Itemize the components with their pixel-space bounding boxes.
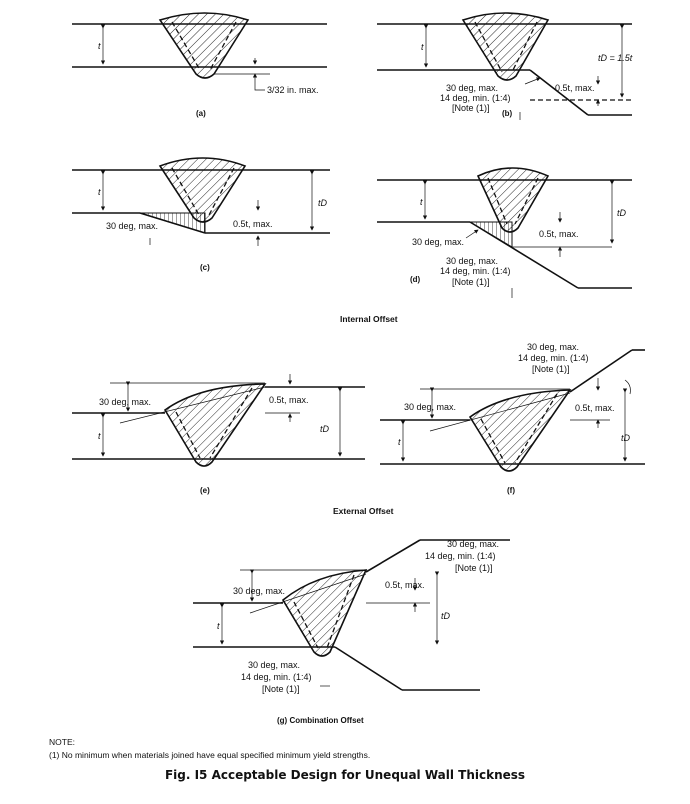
deg14-label-f: 14 deg, min. (1:4) (518, 353, 589, 363)
caption-e: (e) (200, 486, 210, 495)
caption-a: (a) (196, 109, 206, 118)
half-t-label-f: 0.5t, max. (575, 403, 615, 413)
gap-label-a: 3/32 in. max. (267, 85, 319, 95)
td-label-g: tD (441, 611, 450, 621)
t-label-b: t (421, 42, 424, 52)
half-t-label-b: 0.5t, max. (555, 83, 595, 93)
figure-title: Fig. I5 Acceptable Design for Unequal Wall Thickness (164, 768, 526, 782)
deg30-label-g-top: 30 deg, max. (447, 539, 500, 549)
section-internal: Internal Offset (340, 314, 398, 324)
note-text: (1) No minimum when materials joined have equal specified minimum yield strengths. (49, 750, 371, 760)
deg30-label-d: 30 deg, max. (412, 237, 465, 247)
note-ref-b: [Note (1)] (452, 103, 490, 113)
deg14-label-b: 14 deg, min. (1:4) (440, 93, 511, 103)
deg14-label-d: 14 deg, min. (1:4) (440, 266, 511, 276)
deg30-label-e: 30 deg, max. (99, 397, 152, 407)
half-t-label-d: 0.5t, max. (539, 229, 579, 239)
t-label-d: t (420, 197, 423, 207)
td-label-c: tD (318, 198, 327, 208)
deg14-label-g-bottom: 14 deg, min. (1:4) (241, 672, 312, 682)
t-label-e: t (98, 431, 101, 441)
note-ref-f: [Note (1)] (532, 364, 570, 374)
half-t-label-g: 0.5t, max. (385, 580, 425, 590)
caption-d: (d) (410, 275, 421, 284)
caption-b: (b) (502, 109, 513, 118)
caption-c: (c) (200, 263, 210, 272)
t-label-f: t (398, 437, 401, 447)
t-label-c: t (98, 187, 101, 197)
t-label-a: t (98, 41, 101, 51)
note-ref-g-bottom: [Note (1)] (262, 684, 300, 694)
note-heading: NOTE: (49, 737, 75, 747)
detail-b (377, 13, 632, 120)
half-t-label-c: 0.5t, max. (233, 219, 273, 229)
deg30-label-g-bottom: 30 deg, max. (248, 660, 301, 670)
td-label-f: tD (621, 433, 630, 443)
deg30-label-f-top: 30 deg, max. (527, 342, 580, 352)
section-external: External Offset (333, 506, 394, 516)
deg30-label-f: 30 deg, max. (404, 402, 457, 412)
deg30-label-c: 30 deg, max. (106, 221, 159, 231)
deg30b-label-d: 30 deg, max. (446, 256, 499, 266)
caption-g: (g) Combination Offset (277, 716, 364, 725)
detail-a (72, 13, 327, 90)
td-label-e: tD (320, 424, 329, 434)
t-label-g: t (217, 621, 220, 631)
half-t-label-e: 0.5t, max. (269, 395, 309, 405)
deg30-label-b: 30 deg, max. (446, 83, 499, 93)
caption-f: (f) (507, 486, 515, 495)
note-ref-d: [Note (1)] (452, 277, 490, 287)
note-ref-g-top: [Note (1)] (455, 563, 493, 573)
detail-c (72, 158, 330, 246)
deg14-label-g-top: 14 deg, min. (1:4) (425, 551, 496, 561)
deg30-label-g: 30 deg, max. (233, 586, 286, 596)
td-label-d: tD (617, 208, 626, 218)
td-eq-label-b: tD = 1.5t (598, 53, 633, 63)
detail-e (72, 374, 365, 466)
